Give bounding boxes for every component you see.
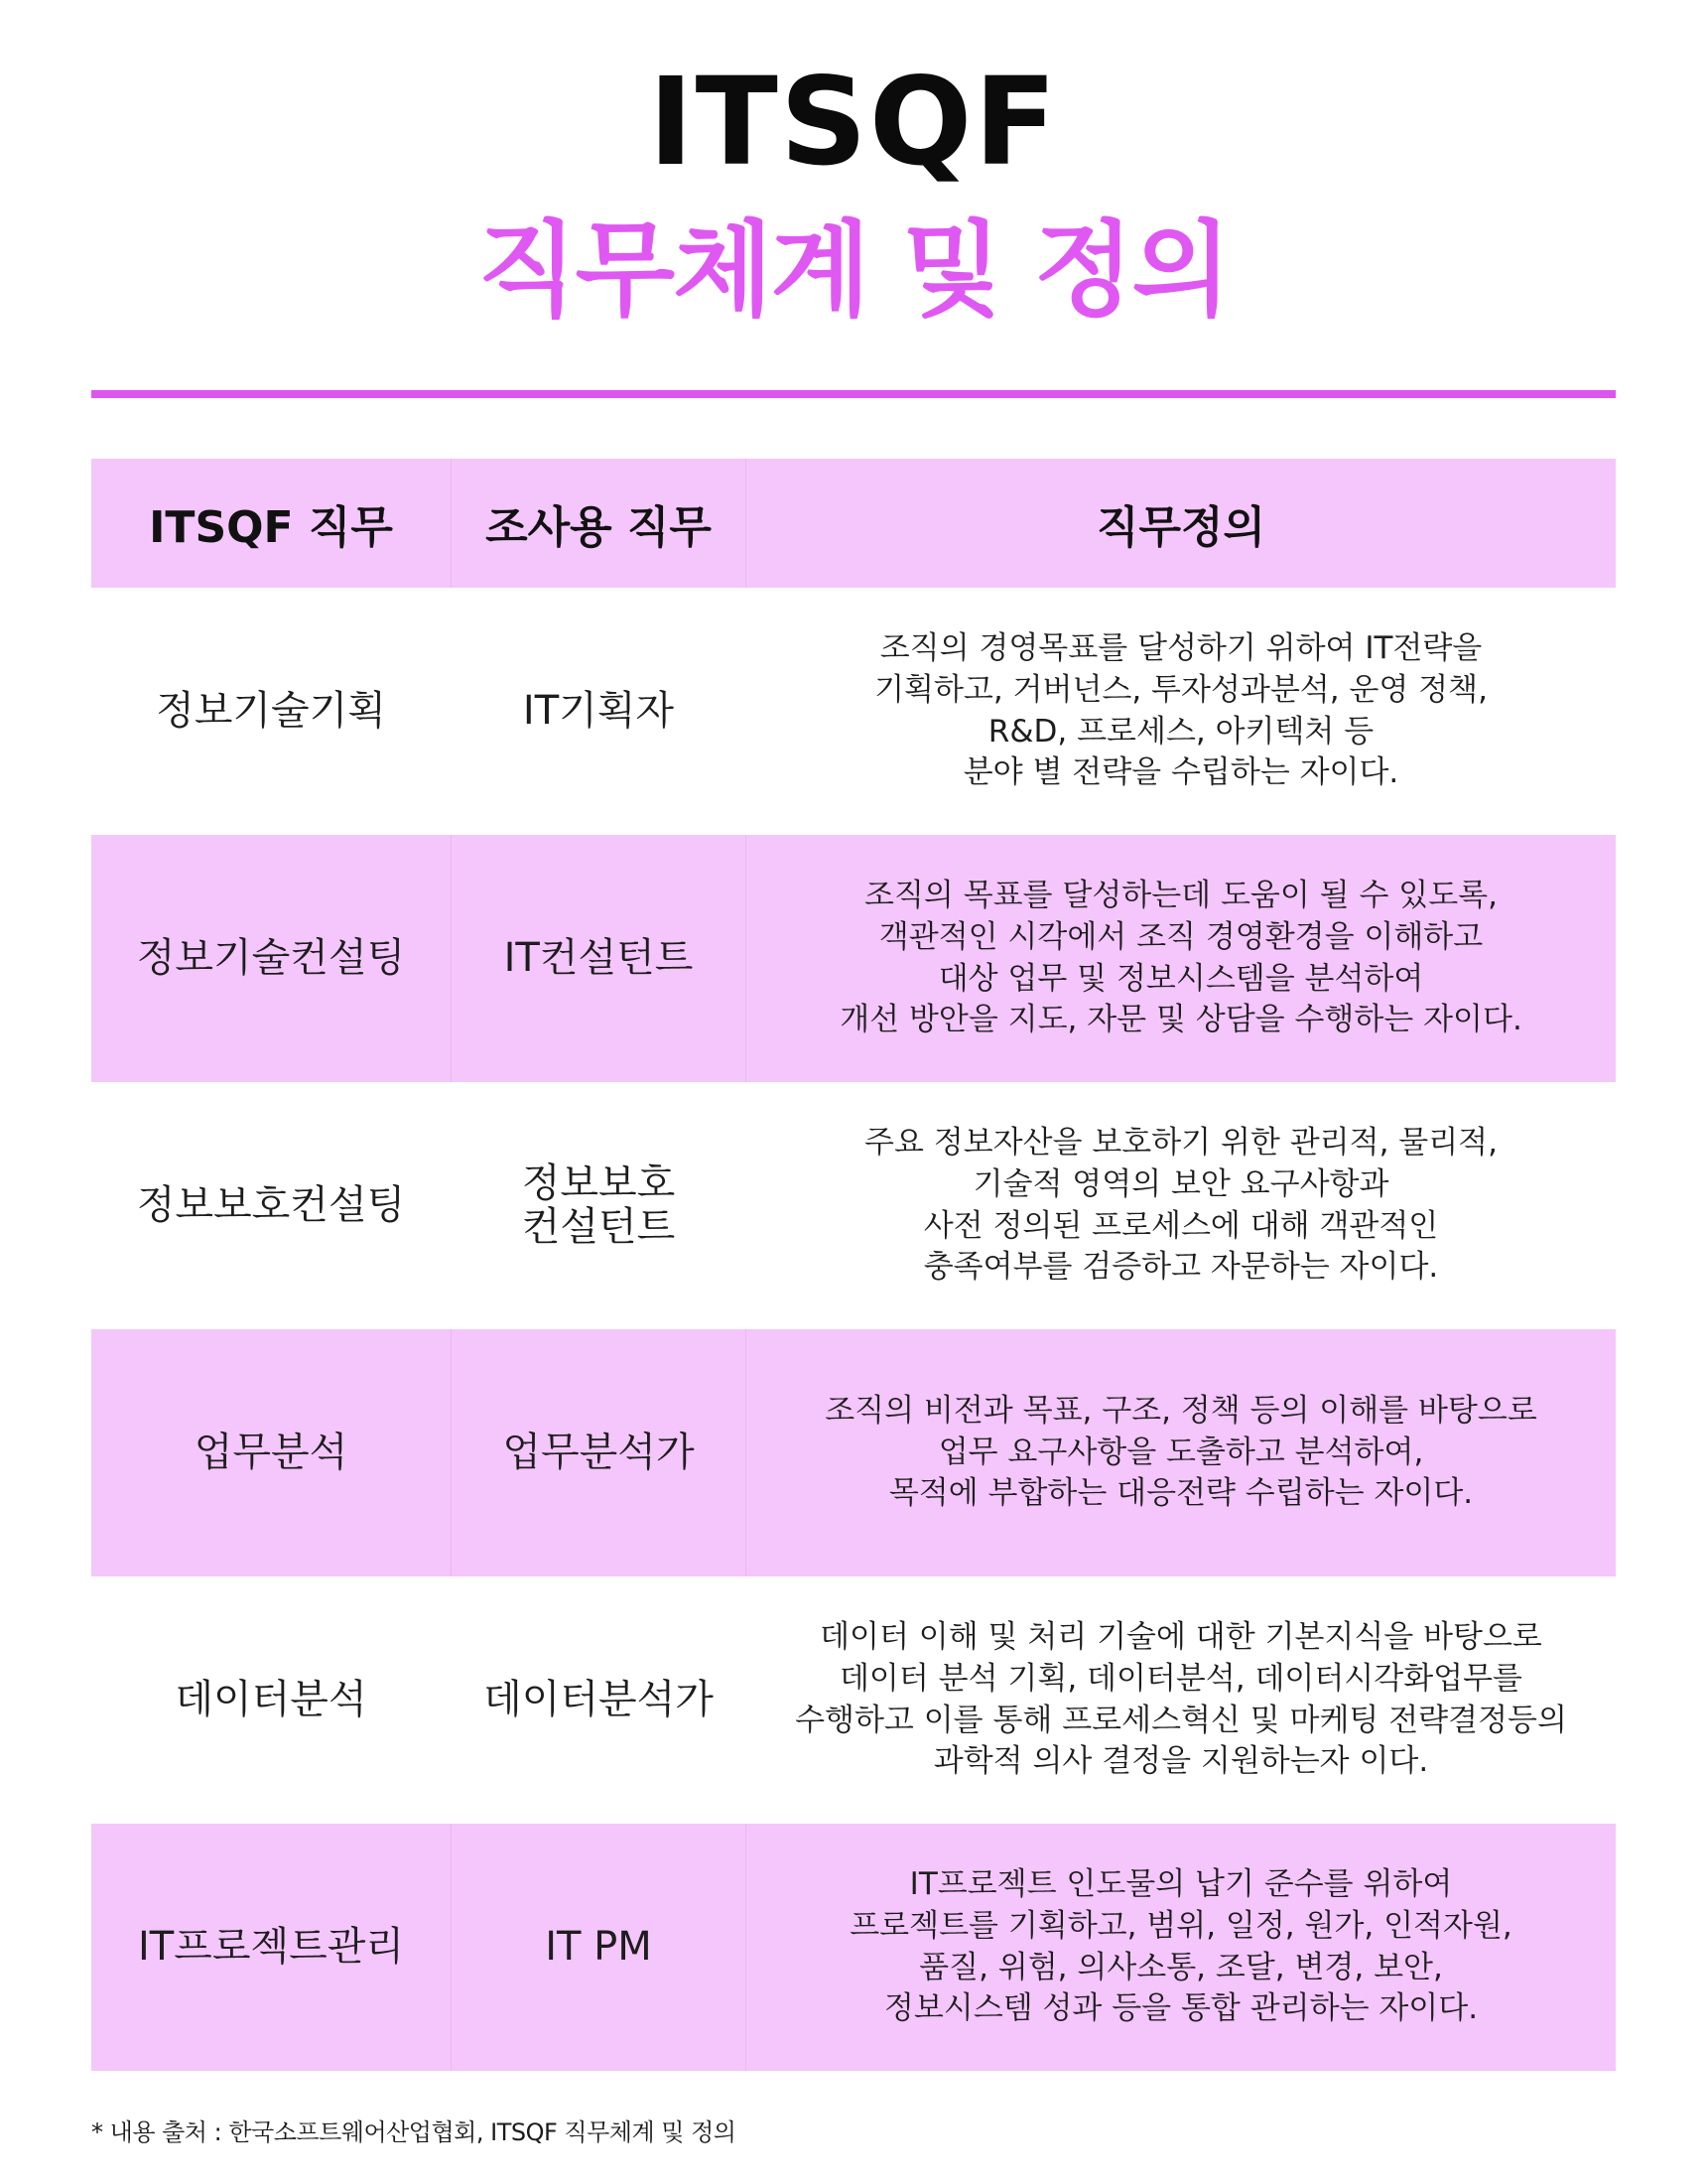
header-job-definition: 직무정의	[1096, 502, 1265, 553]
itsqf-job-cell: 데이터분석	[175, 1677, 367, 1723]
header-survey-job: 조사용 직무	[451, 459, 746, 588]
page-subtitle: 직무체계 및 정의	[477, 209, 1230, 331]
itsqf-job-cell: 업무분석	[194, 1430, 348, 1476]
itsqf-job-cell: 정보보호컨설팅	[136, 1182, 406, 1229]
job-definition-cell: 데이터 이해 및 처리 기술에 대한 기본지식을 바탕으로 데이터 분석 기획, 데이터분석, 데이터시각화업무를 수행하고 이를 통해 프로세스혁신 및 마케팅 전략결정등의 과학적 의사 결정을 지원하는자 이다.	[795, 1619, 1567, 1780]
page-title: ITSQF	[648, 52, 1059, 193]
source-footnote: * 내용 출처 : 한국소프트웨어산업협회, ITSQF 직무체계 및 정의	[91, 2118, 736, 2146]
table-header-row	[91, 459, 1616, 588]
job-definition-cell: 조직의 경영목표를 달성하기 위하여 IT전략을 기획하고, 거버넌스, 투자성과분석, 운영 정책, R&D, 프로세스, 아키텍처 등 분야 별 전략을 수립하는 자이다.	[874, 630, 1488, 791]
table-row	[91, 1824, 1616, 2071]
job-definition-cell: 조직의 비전과 목표, 구조, 정책 등의 이해를 바탕으로 업무 요구사항을 도출하고 분석하여, 목적에 부합하는 대응전략 수립하는 자이다.	[825, 1393, 1537, 1512]
survey-job-cell: 정보보호 컨설턴트	[521, 1160, 676, 1250]
job-definition-table	[91, 459, 1616, 2071]
itsqf-job-cell: 정보기술기획	[156, 688, 386, 735]
survey-job-cell: IT PM	[451, 1824, 746, 2071]
survey-job-cell: 업무분석가	[451, 1329, 746, 1576]
itsqf-job-cell: IT프로젝트관리	[137, 1924, 405, 1971]
survey-job-cell: 데이터분석가	[483, 1676, 714, 1722]
job-definition-cell: 조직의 목표를 달성하는데 도움이 될 수 있도록, 객관적인 시각에서 조직 경영환경을 이해하고 대상 업무 및 정보시스템을 분석하여 개선 방안을 지도, 자문 및 상담을 수행하는 자이다.	[840, 878, 1522, 1038]
table-row	[91, 1576, 1616, 1824]
table-row	[91, 588, 1616, 835]
job-definition-cell: IT프로젝트 인도물의 납기 준수를 위하여 프로젝트를 기획하고, 범위, 일정, 원가, 인적자원, 품질, 위험, 의사소통, 조달, 변경, 보안, 정보시스템 성과 등을 통합 관리하는 자이다.	[850, 1866, 1512, 2027]
survey-job-cell: IT기획자	[522, 687, 675, 734]
itsqf-job-cell: 정보기술컨설팅	[136, 935, 406, 982]
divider	[91, 390, 1616, 398]
job-definition-cell: 주요 정보자산을 보호하기 위한 관리적, 물리적, 기술적 영역의 보안 요구사항과 사전 정의된 프로세스에 대해 객관적인 충족여부를 검증하고 자문하는 자이다.	[864, 1125, 1498, 1286]
table-row	[91, 835, 1616, 1082]
survey-job-cell: IT컨설턴트	[451, 835, 746, 1082]
table-row	[91, 1329, 1616, 1576]
table-row	[91, 1082, 1616, 1329]
header-itsqf-job: ITSQF 직무	[149, 502, 393, 553]
